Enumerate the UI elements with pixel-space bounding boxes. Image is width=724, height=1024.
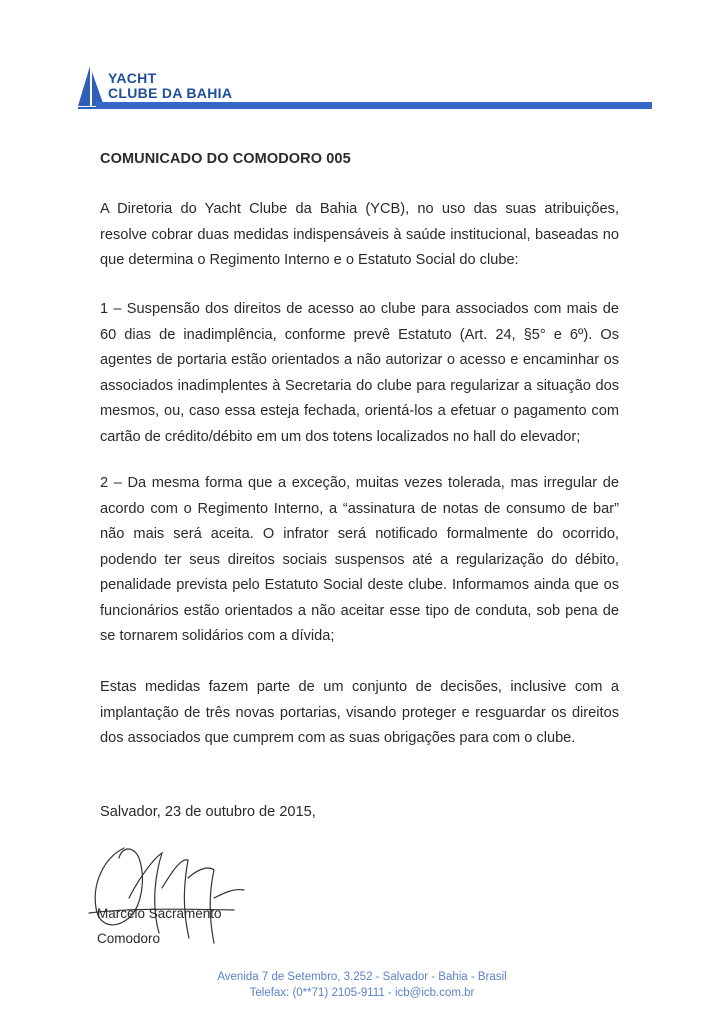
signatory-name: Marcelo Sacramento [97, 906, 222, 921]
paragraph-item-1: 1 – Suspensão dos direitos de acesso ao clube para associados com mais de 60 dias de inadimplência, conforme prevê Estatuto (Art. 24, §5° e 6º). Os agentes de portaria estão orientados a não autorizar o acesso e encaminhar os associados inadimplentes à Secretaria do clube para regularizar a situação dos mesmos, ou, caso essa esteja fechada, orientá-los a efetuar o pagamento com cartão de crédito/débito em um dos totens localizados no hall do elevador; [100, 301, 619, 445]
logo-line-1: YACHT [108, 70, 157, 86]
signatory-role: Comodoro [97, 931, 161, 946]
paragraph-closing: Estas medidas fazem parte de um conjunto de decisões, inclusive com a implantação de três novas portarias, visando proteger e resguardar os direitos dos associados que cumprem com as suas obrigações para com o clube. [100, 679, 619, 746]
paragraph-intro: A Diretoria do Yacht Clube da Bahia (YCB), no uso das suas atribuições, resolve cobrar duas medidas indispensáveis à saúde institucional, baseadas no que determina o Regimento Interno e o Estatuto Social do clube: [100, 201, 619, 268]
paragraph-item-2: 2 – Da mesma forma que a exceção, muitas vezes tolerada, mas irregular de acordo com o Regimento Interno, a “assinatura de notas de consumo de bar” não mais será aceita. O infrator será notificado formalmente do ocorrido, podendo ter seus direitos sociais suspensos até a regularização do débito, penalidade prevista pelo Estatuto Social deste clube. Informamos ainda que os funcionários estão orientados a não aceitar esse tipo de conduta, sob pena de se tornarem solidários com a dívida; [100, 475, 619, 644]
letterhead [78, 64, 652, 116]
club-name-logo [108, 71, 232, 101]
logo-line-2: CLUBE DA BAHIA [108, 85, 233, 101]
footer-address: Avenida 7 de Setembro, 3.252 - Salvador - Bahia - Brasil [217, 971, 507, 983]
header-rule [96, 102, 652, 109]
document-title: COMUNICADO DO COMODORO 005 [100, 151, 351, 167]
date-line: Salvador, 23 de outubro de 2015, [100, 804, 316, 820]
footer-contact: Telefax: (0**71) 2105-9111 - icb@icb.com.br [249, 987, 475, 999]
